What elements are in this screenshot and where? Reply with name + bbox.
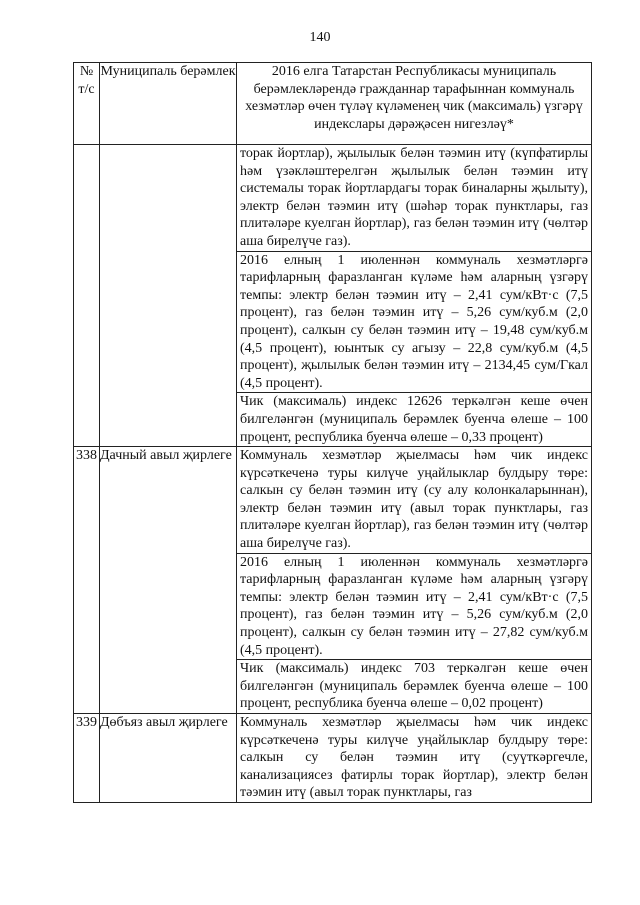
row-description bbox=[237, 447, 592, 714]
description-paragraph: торак йортлар), җылылык белән тәэмин итү (күпфатирлы һәм үзәкләштерелгән җылылык белән тәэмин итү системалы торак йортлардагы торак биналарны җылыту), электр белән тәэмин итү (шәһәр торак пунктлары, газ плитәләре куелган йортлар), газ белән тәэмин итү (чөлтәр аша бирелүче газ). bbox=[240, 146, 588, 249]
header-municipality: Муниципаль берәмлек bbox=[100, 63, 237, 145]
description-paragraph: Чик (максималь) индекс 12626 теркәлгән кеше өчен билгеләнгән (муниципаль берәмлек буенча өлеше – 100 процент, республика буенча өлеше – 0,33 процент) bbox=[237, 392, 591, 446]
description-paragraph: 2016 елның 1 июленнән коммуналь хезмәтләргә тарифларның фаразланган күләме һәм аларның үзгәрү темпы: электр белән тәэмин итү – 2,41 сум/кВт·с (7,5 процент), газ белән тәэмин итү – 5,26 сум/куб.м (2,0 процент), салкын су белән тәэмин итү – 27,82 сум/куб.м (4,5 процент). bbox=[237, 553, 591, 660]
description-paragraph: 2016 елның 1 июленнән коммуналь хезмәтләргә тарифларның фаразланган күләме һәм аларның үзгәрү темпы: электр белән тәэмин итү – 2,41 сум/кВт·с (7,5 процент), газ белән тәэмин итү – 5,26 сум/куб.м (2,0 процент), салкын су белән тәэмин итү – 19,48 сум/куб.м (4,5 процент), юынтык су агызу – 22,8 сум/куб.м (4,5 процент), җылылык белән тәэмин итү – 2134,45 сум/Гкал (4,5 процент). bbox=[237, 251, 591, 393]
description-paragraph: Чик (максималь) индекс 703 теркәлгән кеше өчен билгеләнгән (муниципаль берәмлек буенча өлеше – 100 процент, республика буенча өлеше – 0,02 процент) bbox=[237, 659, 591, 713]
row-description bbox=[237, 145, 592, 447]
table-row bbox=[74, 447, 592, 714]
table-row bbox=[74, 145, 592, 447]
row-municipality bbox=[100, 145, 237, 447]
row-description bbox=[237, 714, 592, 803]
description-paragraph: Коммуналь хезмәтләр җыелмасы һәм чик индекс күрсәткеченә туры килүче уңайлыклар булдыру төре: салкын су белән тәэмин итү (су алу колонкаларыннан), электр белән тәэмин итү (авыл торак пунктлары, газ плитәләре куелган йортлар), газ белән тәэмин итү (чөлтәр аша бирелүче газ). bbox=[240, 448, 588, 552]
row-number: 338 bbox=[74, 447, 100, 714]
row-number: 339 bbox=[74, 714, 100, 803]
page-number: 140 bbox=[309, 30, 331, 45]
row-municipality: Дөбъяз авыл җирлеге bbox=[100, 714, 237, 803]
table-header-row bbox=[74, 63, 592, 145]
row-number bbox=[74, 145, 100, 447]
description-paragraph: Коммуналь хезмәтләр җыелмасы һәм чик индекс күрсәткеченә туры килүче уңайлыклар булдыру төре: салкын су белән тәэмин итү (суүткәргечле, канализациясез фатирлы торак йортлар), электр белән тәэмин итү (авыл торак пунктлары, газ bbox=[240, 715, 588, 801]
table-row bbox=[74, 714, 592, 803]
tariff-index-table bbox=[73, 62, 592, 803]
header-description: 2016 елга Татарстан Республикасы муниципаль берәмлекләрендә гражданнар тарафыннан коммуналь хезмәтләр өчен түләү күләменең чик (максималь) үзгәрү индекслары дәрәҗәсен нигезләү* bbox=[237, 63, 592, 145]
header-number: № т/с bbox=[74, 63, 100, 145]
row-municipality: Дачный авыл җирлеге bbox=[100, 447, 237, 714]
